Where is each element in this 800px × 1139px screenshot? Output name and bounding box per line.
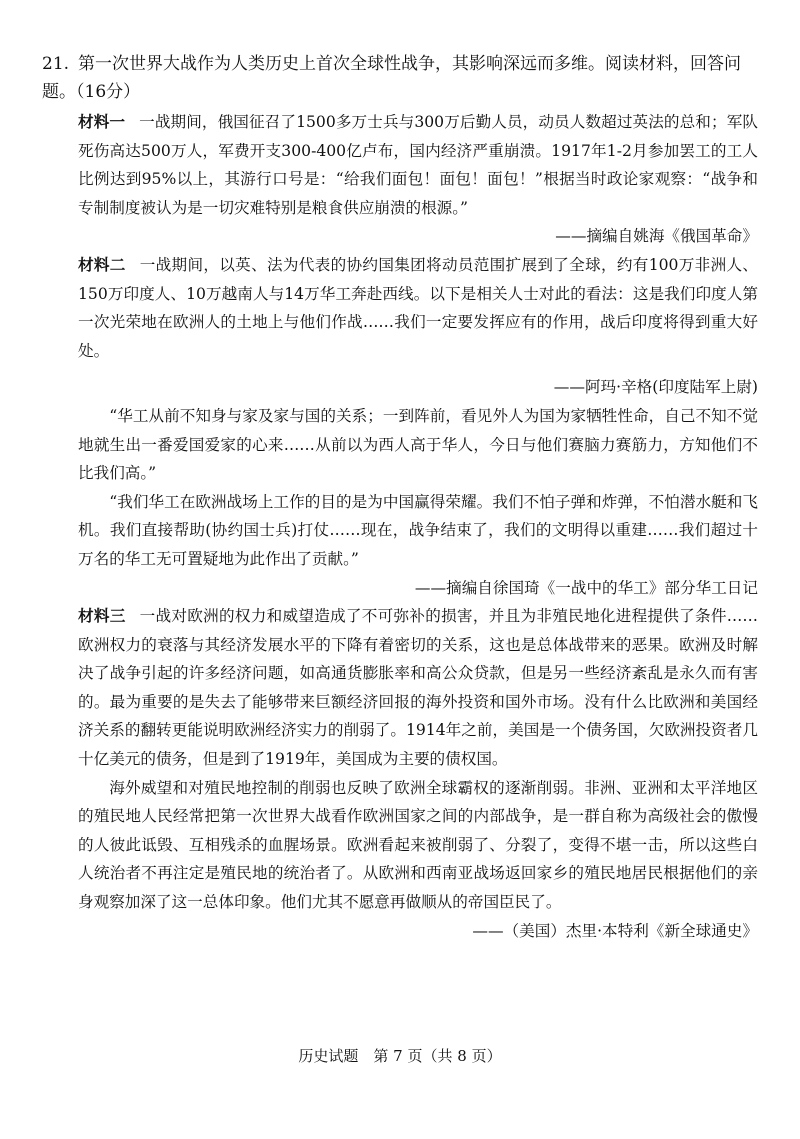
material3-label: 材料三 <box>78 606 126 626</box>
material1-text: 一战期间，俄国征召了1500多万士兵与300万后勤人员，动员人数超过英法的总和；军队死伤高达500万人，军费开支300-400亿卢布，国内经济严重崩溃。1917年1-2月参加罢工的工人比例达到95%以上，其游行口号是：“给我们面包！面包！面包！”根据当时政论家观察：“战争和专制制度被认为是一切灾难特别是粮食供应崩溃的根源。” <box>78 113 758 217</box>
material2-source1: ——阿玛·辛格(印度陆军上尉) <box>553 378 758 397</box>
material2-source2: ——摘编自徐国琦《一战中的华工》部分华工日记 <box>414 578 758 597</box>
page-footer: 历史试题 第 7 页（共 8 页） <box>298 1047 502 1065</box>
material2-label: 材料二 <box>78 254 126 274</box>
material3-paragraph2: 海外威望和对殖民地控制的削弱也反映了欧洲全球霸权的逐渐削弱。非洲、亚洲和太平洋地区的殖民地人民经常把第一次世界大战看作欧洲国家之间的内部战争，是一群自称为高级社会的傲慢的人彼此诋毁、互相残杀的血腥场景。欧洲看起来被削弱了、分裂了，变得不堪一击，所以这些白人统治者不再注定是殖民地的统治者了。从欧洲和西南亚战场返回家乡的殖民地居民根据他们的亲身观察加深了这一总体印象。他们尤其不愿意再做顺从的帝国臣民了。 <box>78 778 758 912</box>
material2-text: 一战期间，以英、法为代表的协约国集团将动员范围扩展到了全球，约有100万非洲人、150万印度人、10万越南人与14万华工奔赴西线。以下是相关人士对此的看法：这是我们印度人第一次光荣地在欧洲人的土地上与他们作战……我们一定要发挥应有的作用，战后印度将得到重大好处。 <box>78 255 758 360</box>
question-text: 第一次世界大战作为人类历史上首次全球性战争，其影响深远而多维。阅读材料，回答问题。（16分） <box>42 54 741 102</box>
material3-text: 一战对欧洲的权力和威望造成了不可弥补的损害，并且为非殖民地化进程提供了条件……欧洲权力的衰落与其经济发展水平的下降有着密切的关系，这也是总体战带来的恶果。欧洲及时解决了战争引起的许多经济问题，如高通货膨胀率和高公众贷款，但是另一些经济紊乱是永久而有害的。最为重要的是失去了能够带来巨额经济回报的海外投资和国外市场。没有什么比欧洲和美国经济关系的翻转更能说明欧洲经济实力的削弱了。1914年之前，美国是一个债务国，欠欧洲投资者几十亿美元的债务，但是到了1919年，美国成为主要的债权国。 <box>78 607 758 769</box>
question-body <box>78 108 758 945</box>
material2-quote1: “华工从前不知身与家及家与国的关系；一到阵前，看见外人为国为家牺牲性命，自己不知不觉地就生出一番爱国爱家的心来……从前以为西人高于华人，今日与他们赛脑力赛筋力，方知他们不比我们高。” <box>78 406 758 483</box>
material1-paragraph <box>78 108 758 222</box>
material3-source: ——（美国）杰里·本特利《新全球通史》 <box>472 921 758 940</box>
material3-paragraph <box>78 602 758 774</box>
question-stem <box>42 50 762 106</box>
material2-quote2: “我们华工在欧洲战场上工作的目的是为中国赢得荣耀。我们不怕子弹和炸弹，不怕潜水艇和飞机。我们直接帮助(协约国士兵)打仗……现在，战争结束了，我们的文明得以重建……我们超过十万名的华工无可置疑地为此作出了贡献。” <box>78 492 758 568</box>
question-number: 21. <box>42 54 70 74</box>
material2-paragraph <box>78 251 758 365</box>
material1-label: 材料一 <box>78 112 126 131</box>
material1-source: ——摘编自姚海《俄国革命》 <box>555 227 758 246</box>
